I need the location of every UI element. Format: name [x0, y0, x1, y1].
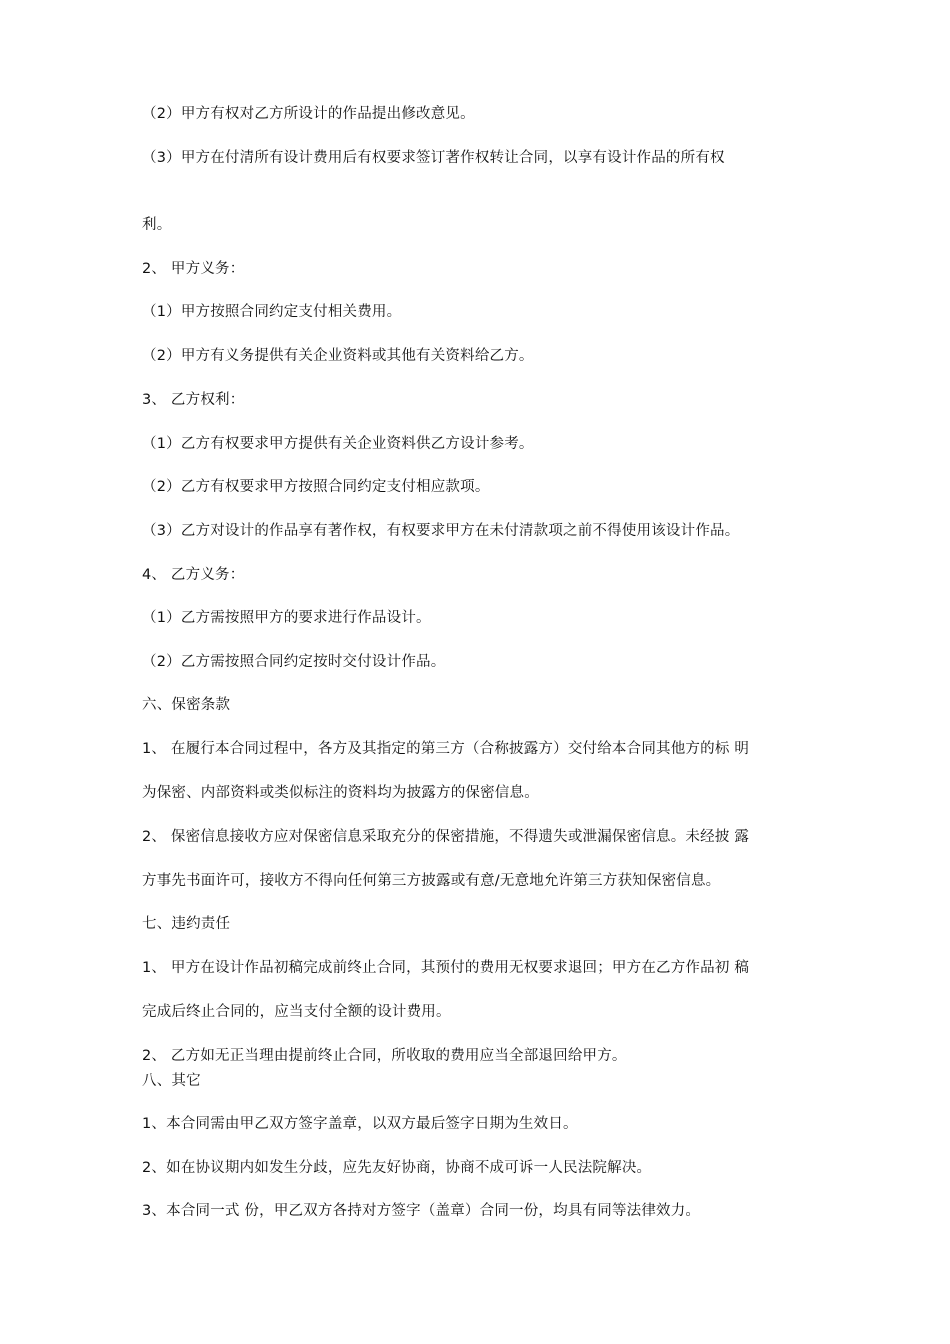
clause-5-4-2: （2）乙方需按照合同约定按时交付设计作品。 — [142, 654, 446, 670]
section-7-heading: 七、违约责任 — [142, 916, 231, 932]
clause-7-1: 1、 甲方在设计作品初稿完成前终止合同，其预付的费用无权要求退回；甲方在乙方作品初 稿 — [142, 960, 750, 976]
clause-7-2: 2、 乙方如无正当理由提前终止合同，所收取的费用应当全部退回给甲方。 — [142, 1048, 627, 1064]
clause-5-4-1: （1）乙方需按照甲方的要求进行作品设计。 — [142, 610, 431, 626]
clause-6-2-cont: 方事先书面许可，接收方不得向任何第三方披露或有意/无意地允许第三方获知保密信息。 — [142, 873, 721, 889]
clause-5-2-1: （1）甲方按照合同约定支付相关费用。 — [142, 304, 402, 320]
heading-party-b-rights: 3、 乙方权利： — [142, 392, 245, 408]
clause-5-3-3: （3）乙方对设计的作品享有著作权，有权要求甲方在未付清款项之前不得使用该设计作品。 — [142, 523, 740, 539]
section-6-heading: 六、保密条款 — [142, 697, 231, 713]
clause-5-2-2: （2）甲方有义务提供有关企业资料或其他有关资料给乙方。 — [142, 348, 534, 364]
clause-8-2: 2、如在协议期内如发生分歧，应先友好协商，协商不成可诉一人民法院解决。 — [142, 1160, 652, 1176]
clause-6-1: 1、 在履行本合同过程中，各方及其指定的第三方（合称披露方）交付给本合同其他方的标 明 — [142, 741, 750, 757]
clause-5-1-3: （3）甲方在付清所有设计费用后有权要求签订著作权转让合同，以享有设计作品的所有权 — [142, 150, 725, 166]
clause-5-3-1: （1）乙方有权要求甲方提供有关企业资料供乙方设计参考。 — [142, 436, 534, 452]
clause-7-1-cont: 完成后终止合同的，应当支付全额的设计费用。 — [142, 1004, 451, 1020]
heading-party-a-obligations: 2、 甲方义务： — [142, 261, 245, 277]
clause-6-1-cont: 为保密、内部资料或类似标注的资料均为披露方的保密信息。 — [142, 785, 539, 801]
clause-5-1-3-cont: 利。 — [142, 217, 172, 233]
section-8-heading: 八、其它 — [142, 1073, 201, 1089]
clause-6-2: 2、 保密信息接收方应对保密信息采取充分的保密措施，不得遗失或泄漏保密信息。未经披 露 — [142, 829, 750, 845]
clause-5-3-2: （2）乙方有权要求甲方按照合同约定支付相应款项。 — [142, 479, 490, 495]
clause-8-1: 1、本合同需由甲乙双方签字盖章，以双方最后签字日期为生效日。 — [142, 1116, 578, 1132]
clause-5-1-2: （2）甲方有权对乙方所设计的作品提出修改意见。 — [142, 106, 475, 122]
clause-8-3: 3、本合同一式 份，甲乙双方各持对方签字（盖章）合同一份，均具有同等法律效力。 — [142, 1203, 701, 1219]
heading-party-b-obligations: 4、 乙方义务： — [142, 567, 245, 583]
